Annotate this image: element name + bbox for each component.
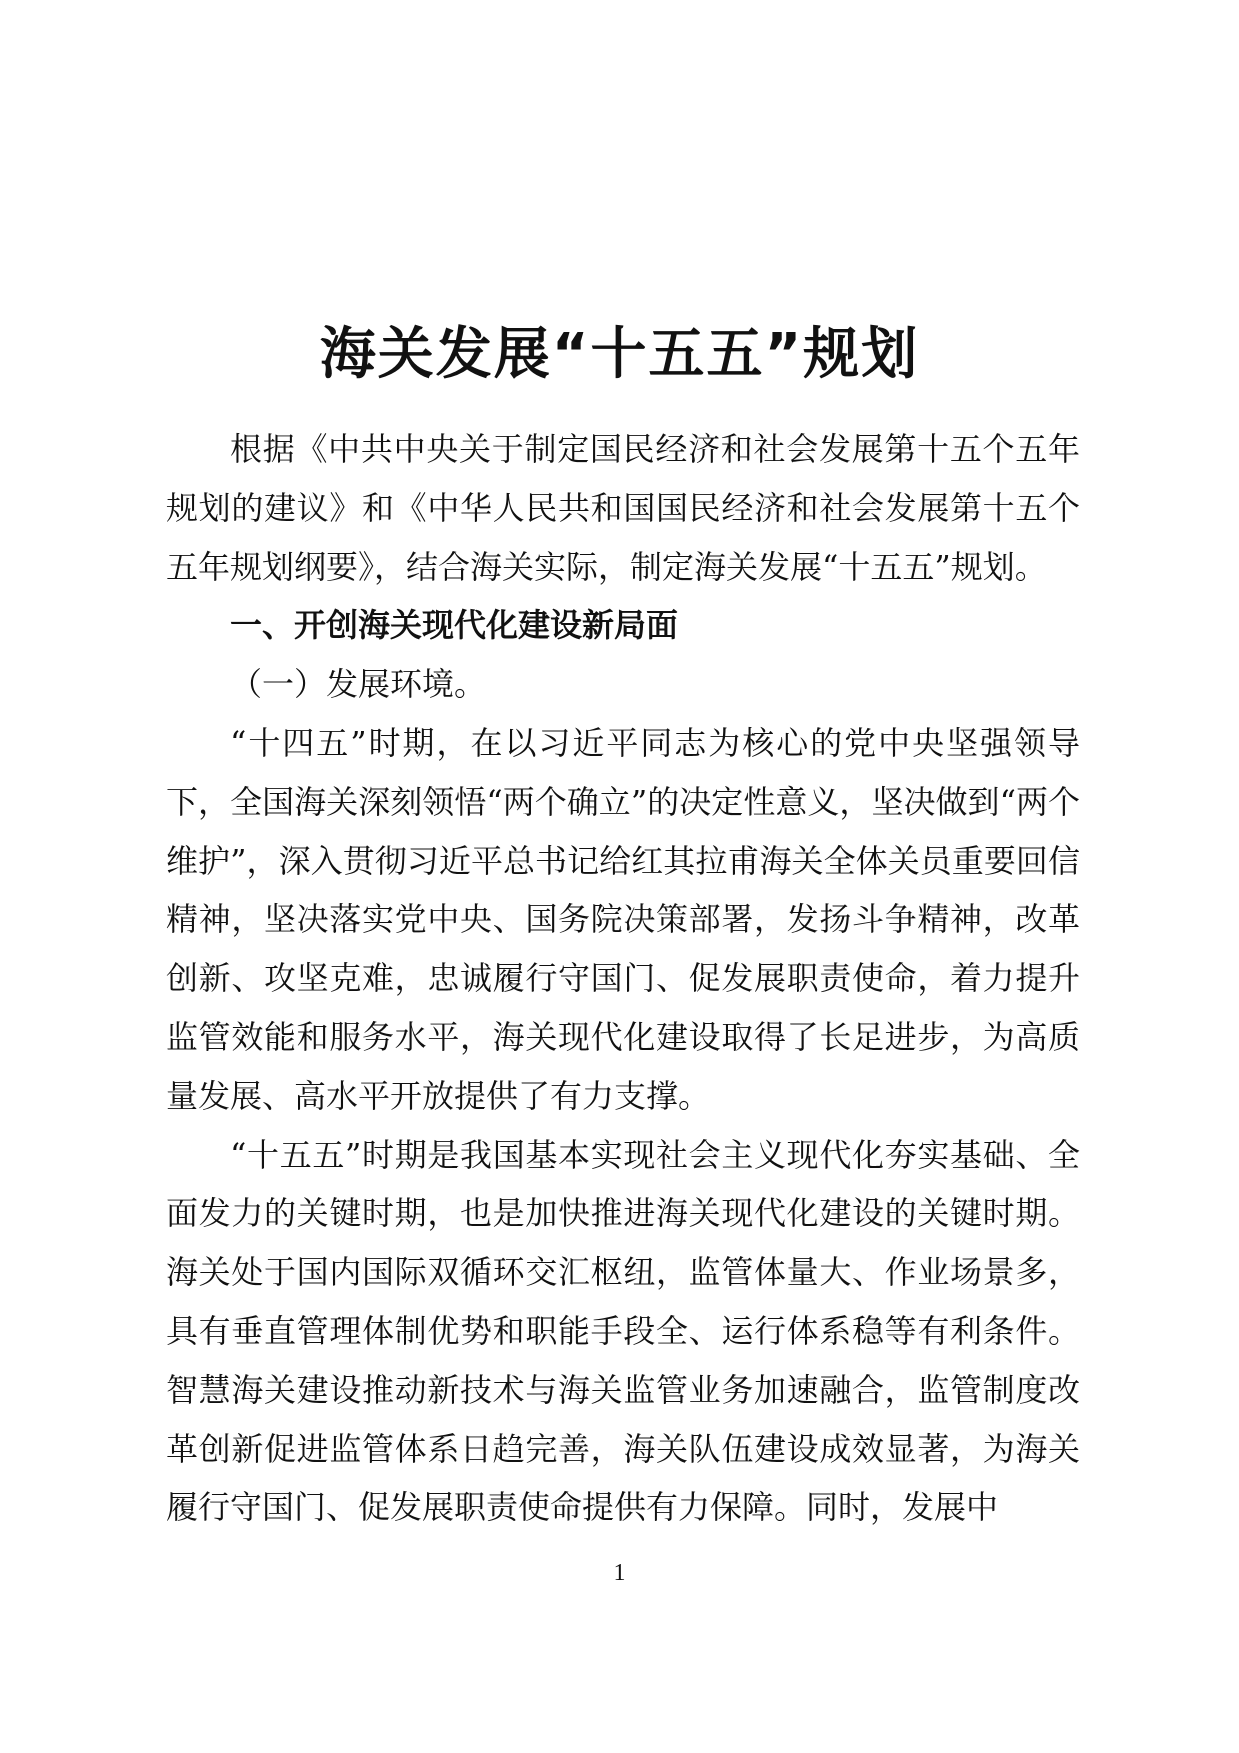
document-body (166, 420, 1080, 1537)
intro-paragraph: 根据《中共中央关于制定国民经济和社会发展第十五个五年规划的建议》和《中华人民共和国国民经济和社会发展第十五个五年规划纲要》，结合海关实际，制定海关发展“十五五”规划。 (166, 430, 1080, 586)
page-number: 1 (613, 1560, 626, 1586)
document-title: 海关发展“十五五”规划 (319, 321, 920, 387)
subsection-heading: （一）发展环境。 (230, 665, 487, 704)
body-paragraph: “十五五”时期是我国基本实现社会主义现代化夯实基础、全面发力的关键时期，也是加快推进海关现代化建设的关键时期。海关处于国内国际双循环交汇枢纽，监管体量大、作业场景多，具有垂直管理体制优势和职能手段全、运行体系稳等有利条件。智慧海关建设推动新技术与海关监管业务加速融合，监管制度改革创新促进监管体系日趋完善，海关队伍建设成效显著，为海关履行守国门、促发展职责使命提供有力保障。同时，发展中 (166, 1135, 1080, 1527)
body-paragraph: “十四五”时期，在以习近平同志为核心的党中央坚强领导下，全国海关深刻领悟“两个确立”的决定性意义，坚决做到“两个维护”，深入贯彻习近平总书记给红其拉甫海关全体关员重要回信精神，坚决落实党中央、国务院决策部署，发扬斗争精神，改革创新、攻坚克难，忠诚履行守国门、促发展职责使命，着力提升监管效能和服务水平，海关现代化建设取得了长足进步，为高质量发展、高水平开放提供了有力支撑。 (166, 723, 1080, 1115)
section-heading: 一、开创海关现代化建设新局面 (230, 606, 679, 645)
